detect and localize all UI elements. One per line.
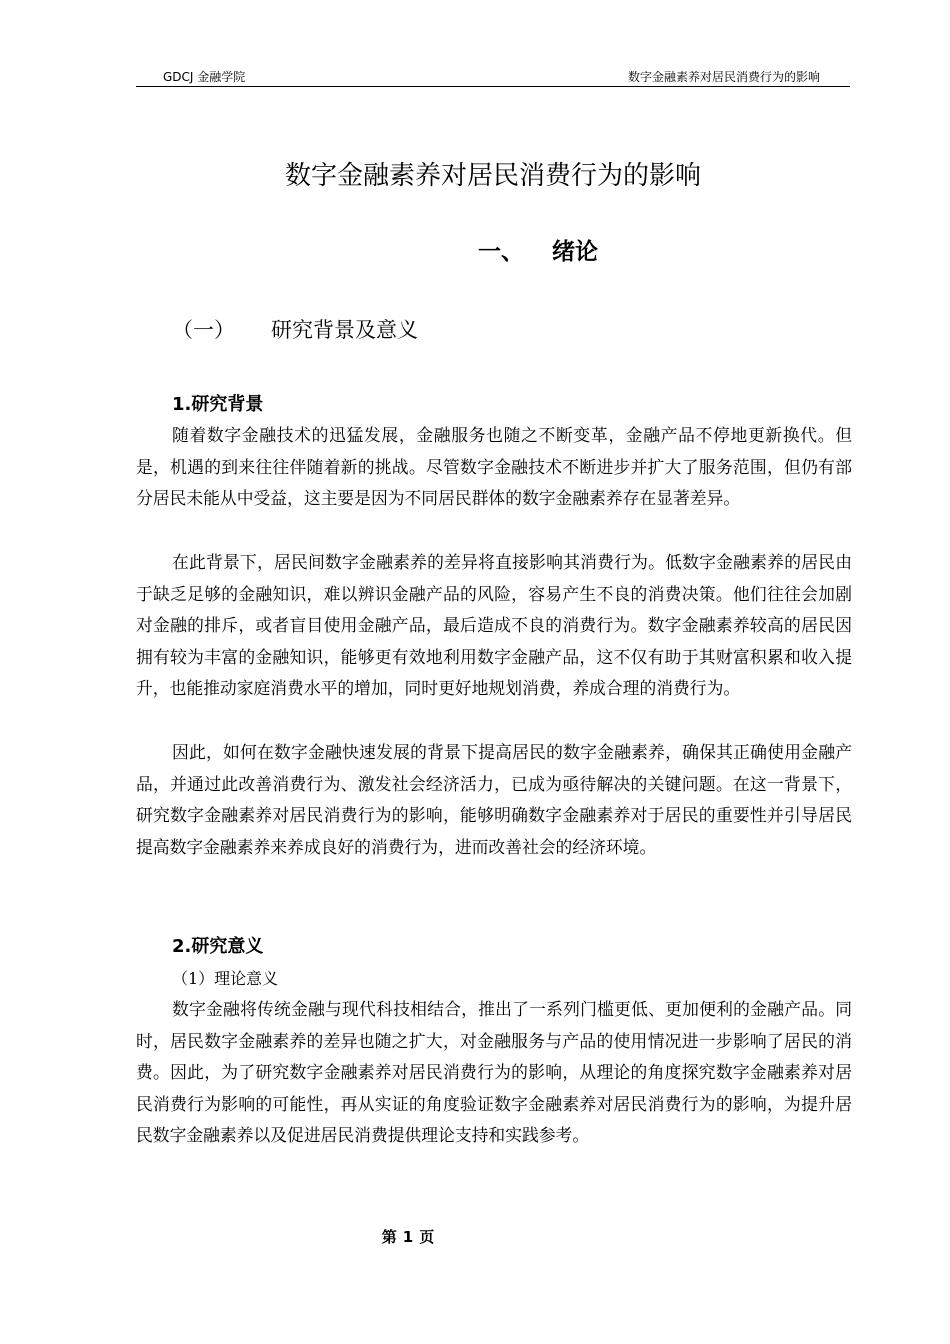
page-number-prefix: 第: [381, 1228, 397, 1246]
paragraph: 在此背景下，居民间数字金融素养的差异将直接影响其消费行为。低数字金融素养的居民由于缺乏足够的金融知识，难以辨识金融产品的风险，容易产生不良的消费决策。他们往往会加剧对金融的排斥，或者盲目使用金融产品，最后造成不良的消费行为。数字金融素养较高的居民因拥有较为丰富的金融知识，能够更有效地利用数字金融产品，这不仅有助于其财富积累和收入提升，也能推动家庭消费水平的增加，同时更好地规划消费，养成合理的消费行为。: [136, 552, 852, 699]
chapter-number: 一、: [478, 239, 524, 265]
header-paper-title: 数字金融素养对居民消费行为的影响: [627, 70, 820, 84]
page-number-value: 1: [402, 1228, 414, 1246]
paragraph: 因此，如何在数字金融快速发展的背景下提高居民的数字金融素养，确保其正确使用金融产品，并通过此改善消费行为、激发社会经济活力，已成为亟待解决的关键问题。在这一背景下，研究数字金融素养对居民消费行为的影响，能够明确数字金融素养对于居民的重要性并引导居民提高数字金融素养来养成良好的消费行为，进而改善社会的经济环境。: [136, 742, 852, 857]
section-number: （一）: [172, 318, 235, 342]
paragraph: 随着数字金融技术的迅猛发展，金融服务也随之不断变革，金融产品不停地更新换代。但是，机遇的到来往往伴随着新的挑战。尽管数字金融技术不断进步并扩大了服务范围，但仍有部分居民未能从中受益，这主要是因为不同居民群体的数字金融素养存在显著差异。: [136, 425, 852, 509]
running-header: [136, 68, 850, 87]
paragraph: 数字金融将传统金融与现代科技相结合，推出了一系列门槛更低、更加便利的金融产品。同时，居民数字金融素养的差异也随之扩大，对金融服务与产品的使用情况进一步影响了居民的消费。因此，为了研究数字金融素养对居民消费行为的影响，从理论的角度探究数字金融素养对居民消费行为影响的可能性，再从实证的角度验证数字金融素养对居民消费行为的影响，为提升居民数字金融素养以及促进居民消费提供理论支持和实践参考。: [136, 999, 852, 1146]
paper-title: 数字金融素养对居民消费行为的影响: [284, 161, 701, 191]
chapter-heading: [478, 233, 598, 266]
chapter-title: 绪论: [552, 239, 598, 265]
page-number-suffix: 页: [419, 1228, 435, 1246]
page-number: [0, 1226, 816, 1247]
section-heading: [172, 314, 418, 344]
section-title: 研究背景及意义: [271, 318, 418, 342]
subsection-heading-significance: 2.研究意义: [172, 936, 264, 957]
sub-subsection-heading: （1）理论意义: [172, 969, 279, 988]
header-institution: GDCJ 金融学院: [163, 70, 246, 84]
subsection-heading-background: 1.研究背景: [172, 394, 264, 415]
